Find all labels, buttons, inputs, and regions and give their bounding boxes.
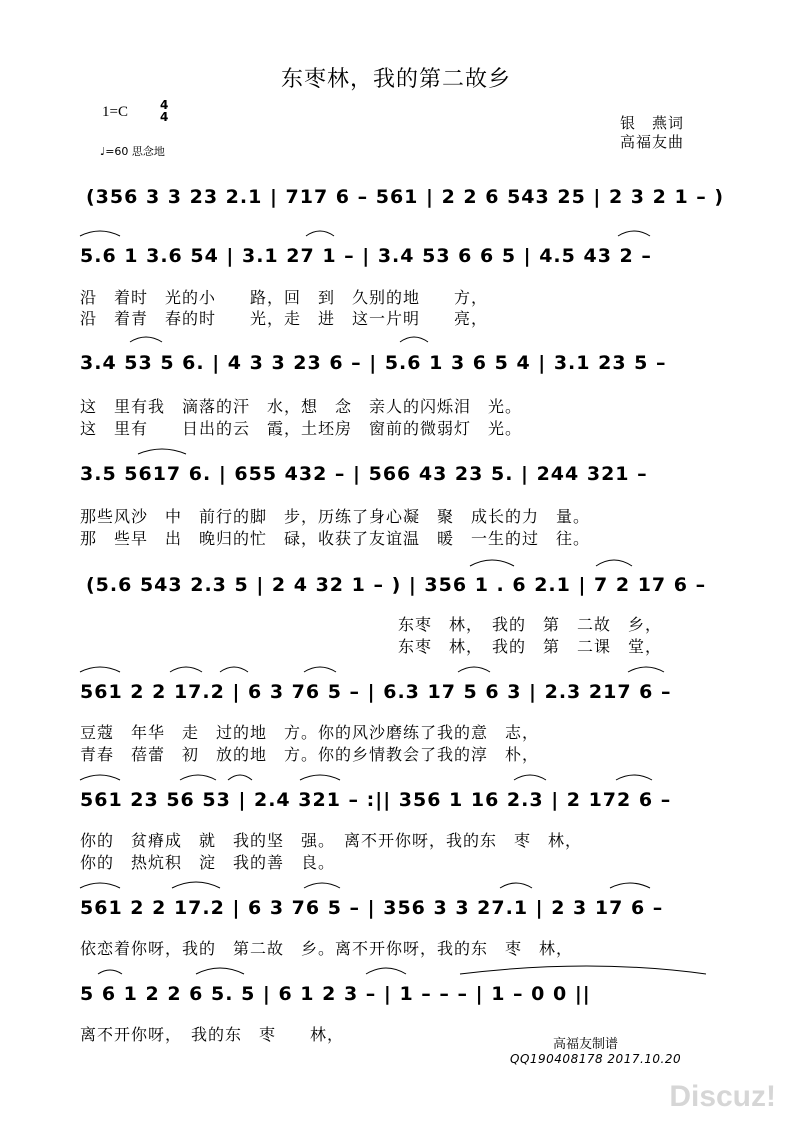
music-line-8: 561 2 2 17.2 | 6 3 76 5 – | 356 3 3 27.1 | 2 3 17 6 –: [80, 897, 664, 919]
music-line-1: (356 3 3 23 2.1 | 717 6 – 561 | 2 2 6 543 25 | 2 3 2 1 – ): [86, 186, 725, 208]
slur-arc: [596, 560, 632, 566]
slur-arc: [228, 775, 252, 780]
slur-arc: [80, 231, 120, 236]
music-line-4: 3.5 5617 6. | 655 432 – | 566 43 23 5. | 244 321 –: [80, 463, 648, 485]
slur-arc: [80, 775, 120, 780]
slur-arc: [98, 970, 122, 974]
lyric-line-2a: 沿 着时 光的小 路，回 到 久别的地 方，: [80, 288, 489, 307]
composer-credit: 高福友曲: [620, 133, 685, 151]
slur-arc: [470, 560, 514, 566]
lyric-line-5a: 东枣 林， 我的 第 二故 乡，: [398, 615, 663, 634]
slur-arc: [80, 883, 120, 888]
slur-arc: [80, 667, 120, 672]
slur-arc: [130, 337, 162, 342]
slur-arc: [138, 449, 186, 454]
slur-arc: [306, 231, 334, 236]
slur-arc: [220, 667, 248, 672]
maker-contact: QQ190408178 2017.10.20: [510, 1052, 682, 1066]
lyric-line-2b: 沿 着青 春的时 光，走 进 这一片明 亮，: [80, 309, 489, 328]
lyric-line-6a: 豆蔻 年华 走 过的地 方。你的风沙磨练了我的意 志，: [80, 723, 540, 742]
key-signature: 1=C: [102, 104, 128, 120]
slur-arc: [304, 883, 340, 888]
meter-bottom: 4: [160, 110, 169, 124]
music-line-7: 561 23 56 53 | 2.4 321 – :|| 356 1 16 2.3 | 2 172 6 –: [80, 789, 672, 811]
tempo-marking: ♩=60 思念地: [100, 145, 165, 158]
lyric-line-7a: 你的 贫瘠成 就 我的坚 强。 离不开你呀，我的东 枣 林，: [80, 831, 583, 850]
score-maker: 高福友制谱: [553, 1037, 619, 1052]
slur-arc: [460, 966, 706, 974]
lyric-line-5b: 东枣 林， 我的 第 二课 堂，: [398, 637, 663, 656]
lyric-line-3b: 这 里有 日出的云 霞，土坯房 窗前的微弱灯 光。: [80, 419, 523, 438]
lyric-line-9a: 离不开你呀， 我的东 枣 林，: [80, 1025, 345, 1044]
slur-arc: [400, 337, 428, 342]
lyric-line-7b: 你的 热炕积 淀 我的善 良。: [80, 853, 336, 872]
slur-arc: [610, 883, 650, 888]
music-line-3: 3.4 53 5 6. | 4 3 3 23 6 – | 5.6 1 3 6 5 4 | 3.1 23 5 –: [80, 352, 667, 374]
lyric-line-8a: 依恋着你呀，我的 第二故 乡。离不开你呀，我的东 枣 林，: [80, 939, 574, 958]
slur-arc: [304, 667, 336, 672]
slur-arc: [500, 883, 532, 888]
meter-top: 4: [160, 98, 169, 112]
song-title: 东枣林，我的第二故乡: [280, 67, 511, 92]
music-line-9: 5 6 1 2 2 6 5. 5 | 6 1 2 3 – | 1 – – – | 1 – 0 0 ||: [80, 983, 591, 1005]
lyric-line-6b: 青春 蓓蕾 初 放的地 方。你的乡情教会了我的淳 朴，: [80, 745, 540, 764]
watermark-logo: Discuz!: [669, 1080, 776, 1113]
slur-arc: [514, 775, 546, 780]
slur-arc: [366, 968, 406, 974]
slur-arc: [196, 968, 244, 974]
lyricist-credit: 银 燕词: [620, 114, 685, 132]
slur-arc: [300, 775, 340, 780]
slur-arc: [458, 667, 490, 672]
slur-arc: [172, 882, 220, 888]
music-line-2: 5.6 1 3.6 54 | 3.1 27 1 – | 3.4 53 6 6 5 | 4.5 43 2 –: [80, 245, 652, 267]
slur-arc: [616, 775, 652, 780]
slur-arc: [170, 667, 202, 672]
lyric-line-3a: 这 里有我 滴落的汗 水，想 念 亲人的闪烁泪 光。: [80, 397, 523, 416]
music-line-5: (5.6 543 2.3 5 | 2 4 32 1 – ) | 356 1 . 6 2.1 | 7 2 17 6 –: [86, 574, 707, 596]
slur-arc: [628, 667, 664, 672]
slur-arc: [618, 231, 650, 236]
slur-arc: [180, 775, 216, 780]
lyric-line-4a: 那些风沙 中 前行的脚 步，历练了身心凝 聚 成长的力 量。: [80, 507, 591, 526]
lyric-line-4b: 那 些早 出 晚归的忙 碌，收获了友谊温 暖 一生的过 往。: [80, 529, 591, 548]
music-line-6: 561 2 2 17.2 | 6 3 76 5 – | 6.3 17 5 6 3 | 2.3 217 6 –: [80, 681, 672, 703]
